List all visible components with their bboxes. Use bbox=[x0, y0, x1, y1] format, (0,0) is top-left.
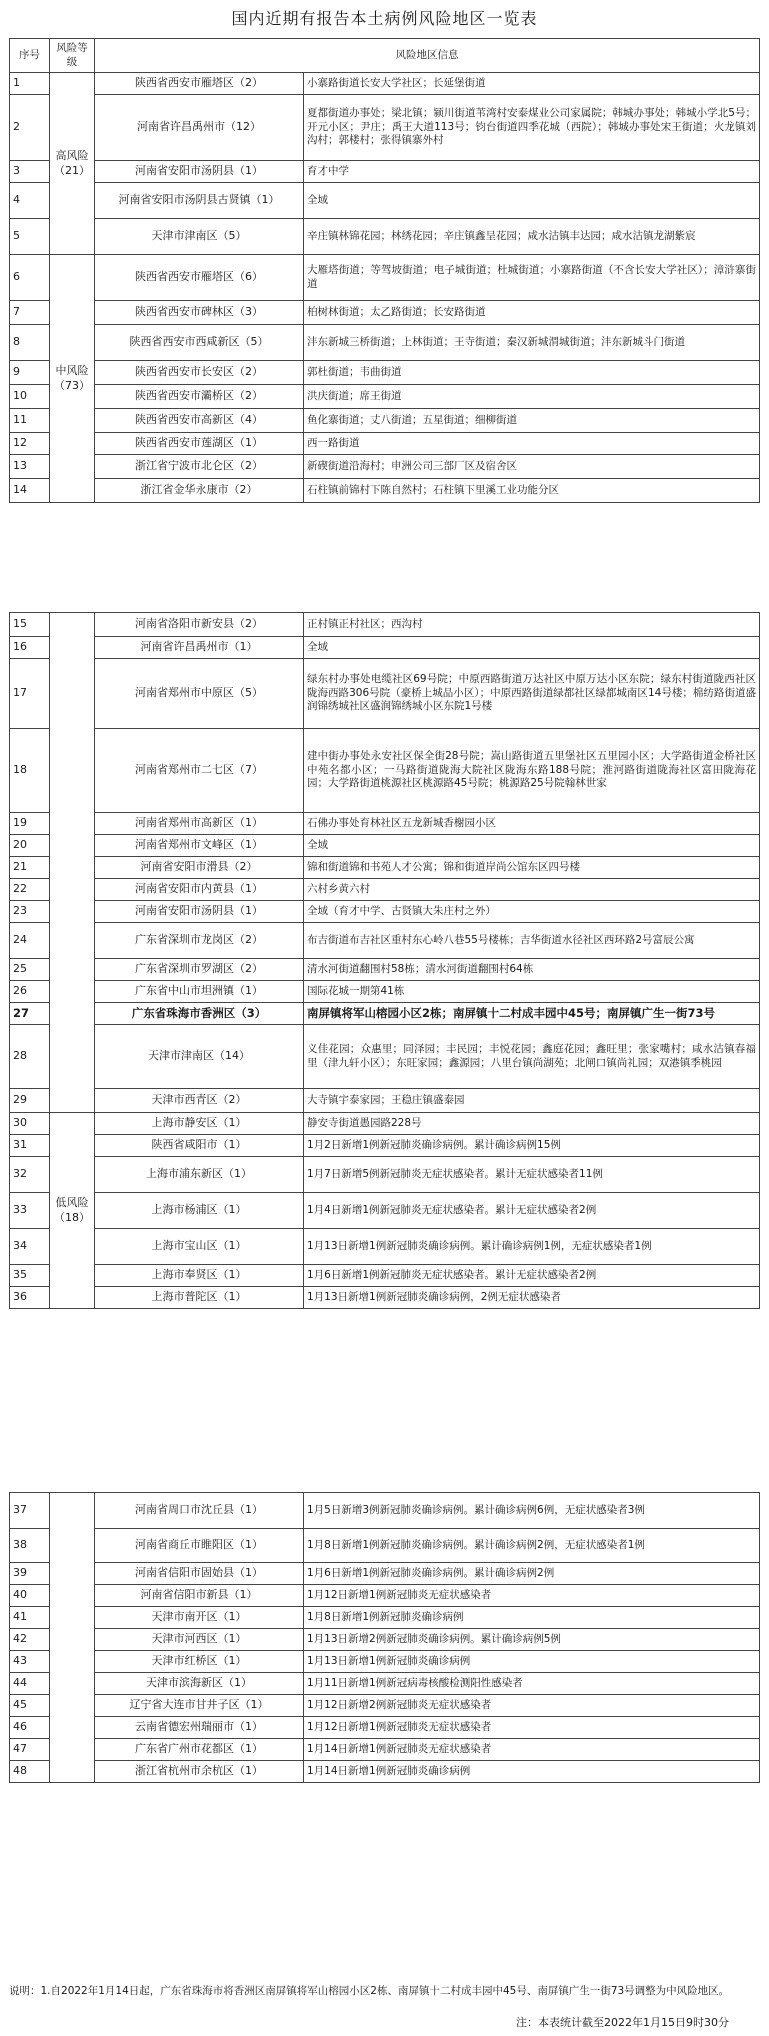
row-seq: 26 bbox=[10, 981, 50, 1003]
row-risk-info: 绿东村办事处电缆社区69号院；中原西路街道万达社区中原万达小区东院；绿东村街道陇西社区陇海西路306号院（豪桥上城品小区）；中原西路街道绿都社区绿都城南区14号楼；棉纺路街道盛润锦绣城社区盛润锦绣城小区东院1号楼 bbox=[304, 659, 760, 729]
table-row bbox=[10, 959, 760, 981]
row-risk-info: 建中街办事处永安社区保全街28号院；嵩山路街道五里堡社区五里园小区；大学路街道金桥社区中苑名都小区；一马路街道陇海大院社区陇海东路188号院；淮河路街道陇海社区富田陇海花园；大学路街道桃源社区桃源路45号院；桃源路25号院翰林世家 bbox=[304, 729, 760, 813]
table-row bbox=[10, 1113, 760, 1135]
row-region: 上海市奉贤区（1） bbox=[95, 1265, 304, 1287]
table-row bbox=[10, 813, 760, 835]
row-region: 广东省深圳市龙岗区（2） bbox=[95, 923, 304, 959]
table-row bbox=[10, 901, 760, 923]
row-region: 陕西省西安市莲湖区（1） bbox=[95, 433, 304, 455]
table-row bbox=[10, 95, 760, 161]
row-region: 天津市河西区（1） bbox=[95, 1629, 304, 1651]
row-risk-info: 南屏镇将军山榕园小区2栋；南屏镇十二村成丰园中45号；南屏镇广生一街73号 bbox=[304, 1003, 760, 1025]
row-region: 河南省安阳市汤阴县古贤镇（1） bbox=[95, 183, 304, 219]
row-region: 天津市南开区（1） bbox=[95, 1607, 304, 1629]
row-region: 广东省深圳市罗湖区（2） bbox=[95, 959, 304, 981]
table-row bbox=[10, 1761, 760, 1783]
row-risk-info: 1月8日新增1例新冠肺炎确诊病例 bbox=[304, 1607, 760, 1629]
table-row bbox=[10, 183, 760, 219]
row-region: 河南省郑州市高新区（1） bbox=[95, 813, 304, 835]
row-region: 河南省周口市沈丘县（1） bbox=[95, 1493, 304, 1529]
row-risk-info: 正村镇正村社区；西沟村 bbox=[304, 613, 760, 637]
row-seq: 13 bbox=[10, 455, 50, 479]
row-seq: 16 bbox=[10, 637, 50, 659]
table-row bbox=[10, 659, 760, 729]
row-risk-info: 国际花城一期第41栋 bbox=[304, 981, 760, 1003]
table-row bbox=[10, 301, 760, 325]
row-risk-info: 1月6日新增1例新冠肺炎确诊病例。累计确诊病例2例 bbox=[304, 1563, 760, 1585]
table-row bbox=[10, 835, 760, 857]
row-seq: 46 bbox=[10, 1717, 50, 1739]
row-region: 河南省安阳市滑县（2） bbox=[95, 857, 304, 879]
risk-table-part-3 bbox=[9, 1492, 760, 1783]
row-region: 河南省郑州市文峰区（1） bbox=[95, 835, 304, 857]
row-region: 陕西省西安市雁塔区（2） bbox=[95, 73, 304, 95]
row-risk-info: 静安寺街道愚园路228号 bbox=[304, 1113, 760, 1135]
row-seq: 40 bbox=[10, 1585, 50, 1607]
row-seq: 28 bbox=[10, 1025, 50, 1089]
table-row bbox=[10, 455, 760, 479]
row-seq: 21 bbox=[10, 857, 50, 879]
table-row bbox=[10, 409, 760, 433]
row-risk-info: 1月5日新增3例新冠肺炎确诊病例。累计确诊病例6例，无症状感染者3例 bbox=[304, 1493, 760, 1529]
row-seq: 29 bbox=[10, 1089, 50, 1113]
row-risk-info: 1月7日新增5例新冠肺炎无症状感染者。累计无症状感染者11例 bbox=[304, 1157, 760, 1193]
row-risk-info: 六村乡黄六村 bbox=[304, 879, 760, 901]
row-risk-info: 1月12日新增2例新冠肺炎无症状感染者 bbox=[304, 1695, 760, 1717]
row-region: 河南省信阳市新县（1） bbox=[95, 1585, 304, 1607]
row-seq: 45 bbox=[10, 1695, 50, 1717]
table-row bbox=[10, 1673, 760, 1695]
risk-level-cell: 中风险（73） bbox=[50, 255, 95, 503]
row-region: 河南省郑州市中原区（5） bbox=[95, 659, 304, 729]
table-row bbox=[10, 1651, 760, 1673]
header-region-info: 风险地区信息 bbox=[95, 39, 760, 73]
row-risk-info: 全域 bbox=[304, 183, 760, 219]
stat-note: 注：本表统计截至2022年1月15日9时30分 bbox=[516, 2016, 729, 2029]
row-region: 河南省安阳市内黄县（1） bbox=[95, 879, 304, 901]
row-seq: 24 bbox=[10, 923, 50, 959]
row-seq: 47 bbox=[10, 1739, 50, 1761]
row-seq: 7 bbox=[10, 301, 50, 325]
row-region: 浙江省宁波市北仑区（2） bbox=[95, 455, 304, 479]
row-risk-info: 夏都街道办事处；梁北镇；颍川街道苇湾村安泰煤业公司家属院；韩城办事处；韩城小学北5号；开元小区；尹庄；禹王大道113号；钧台街道四季花城（西院）；韩城办事处宋王街道；火龙镇刘沟村；郭楼村；张得镇寨外村 bbox=[304, 95, 760, 161]
table-row bbox=[10, 637, 760, 659]
row-region: 上海市静安区（1） bbox=[95, 1113, 304, 1135]
row-region: 上海市杨浦区（1） bbox=[95, 1193, 304, 1229]
table-row bbox=[10, 1695, 760, 1717]
table-row bbox=[10, 1229, 760, 1265]
row-seq: 12 bbox=[10, 433, 50, 455]
row-seq: 35 bbox=[10, 1265, 50, 1287]
table-row bbox=[10, 1529, 760, 1563]
row-seq: 9 bbox=[10, 361, 50, 385]
table-row bbox=[10, 1739, 760, 1761]
row-risk-info: 石柱镇前锦村下陈自然村；石柱镇下里溪工业功能分区 bbox=[304, 479, 760, 503]
table-row bbox=[10, 1629, 760, 1651]
row-risk-info: 清水河街道翻围村58栋；清水河街道翻围村64栋 bbox=[304, 959, 760, 981]
row-region: 云南省德宏州瑞丽市（1） bbox=[95, 1717, 304, 1739]
row-region: 浙江省杭州市余杭区（1） bbox=[95, 1761, 304, 1783]
row-risk-info: 锦和街道锦和书苑人才公寓；锦和街道岸尚公馆东区四号楼 bbox=[304, 857, 760, 879]
row-seq: 18 bbox=[10, 729, 50, 813]
row-seq: 36 bbox=[10, 1287, 50, 1309]
row-region: 河南省安阳市汤阴县（1） bbox=[95, 901, 304, 923]
row-seq: 30 bbox=[10, 1113, 50, 1135]
row-risk-info: 柏树林街道；太乙路街道；长安路街道 bbox=[304, 301, 760, 325]
row-seq: 15 bbox=[10, 613, 50, 637]
row-region: 陕西省咸阳市（1） bbox=[95, 1135, 304, 1157]
row-risk-info: 1月13日新增1例新冠肺炎确诊病例，2例无症状感染者 bbox=[304, 1287, 760, 1309]
note-text: 说明：1.自2022年1月14日起，广东省珠海市将香洲区南屏镇将军山榕园小区2栋、南屏镇十二村成丰园中45号、南屏镇广生一街73号调整为中风险地区。 bbox=[9, 1985, 730, 1997]
table-row bbox=[10, 923, 760, 959]
row-seq: 11 bbox=[10, 409, 50, 433]
row-seq: 1 bbox=[10, 73, 50, 95]
row-risk-info: 1月11日新增1例新冠病毒核酸检测阳性感染者 bbox=[304, 1673, 760, 1695]
row-risk-info: 洪庆街道；席王街道 bbox=[304, 385, 760, 409]
row-seq: 44 bbox=[10, 1673, 50, 1695]
row-region: 河南省信阳市固始县（1） bbox=[95, 1563, 304, 1585]
header-level: 风险等级 bbox=[50, 39, 95, 73]
row-seq: 32 bbox=[10, 1157, 50, 1193]
row-seq: 8 bbox=[10, 325, 50, 361]
row-region: 河南省洛阳市新安县（2） bbox=[95, 613, 304, 637]
risk-level-cell: 低风险（18） bbox=[50, 1113, 95, 1309]
row-risk-info: 1月4日新增1例新冠肺炎无症状感染者。累计无症状感染者2例 bbox=[304, 1193, 760, 1229]
row-risk-info: 石佛办事处育林社区五龙新城香榭园小区 bbox=[304, 813, 760, 835]
table-row bbox=[10, 1025, 760, 1089]
row-risk-info: 1月13日新增1例新冠肺炎确诊病例。累计确诊病例1例，无症状感染者1例 bbox=[304, 1229, 760, 1265]
row-seq: 2 bbox=[10, 95, 50, 161]
row-seq: 38 bbox=[10, 1529, 50, 1563]
row-region: 上海市普陀区（1） bbox=[95, 1287, 304, 1309]
table-row bbox=[10, 1135, 760, 1157]
row-region: 广东省中山市坦洲镇（1） bbox=[95, 981, 304, 1003]
table-header-row bbox=[10, 39, 760, 73]
row-risk-info: 布吉街道布吉社区重村东心岭八巷55号楼栋；吉华街道水径社区西环路2号富辰公寓 bbox=[304, 923, 760, 959]
row-seq: 10 bbox=[10, 385, 50, 409]
row-region: 上海市浦东新区（1） bbox=[95, 1157, 304, 1193]
row-risk-info: 西一路街道 bbox=[304, 433, 760, 455]
row-risk-info: 1月12日新增1例新冠肺炎无症状感染者 bbox=[304, 1717, 760, 1739]
table-row bbox=[10, 161, 760, 183]
table-row bbox=[10, 479, 760, 503]
row-region: 陕西省西安市长安区（2） bbox=[95, 361, 304, 385]
row-seq: 43 bbox=[10, 1651, 50, 1673]
risk-level-cell: 高风险（21） bbox=[50, 73, 95, 255]
table-row bbox=[10, 1717, 760, 1739]
table-row bbox=[10, 981, 760, 1003]
row-seq: 4 bbox=[10, 183, 50, 219]
row-seq: 5 bbox=[10, 219, 50, 255]
row-region: 陕西省西安市高新区（4） bbox=[95, 409, 304, 433]
row-seq: 22 bbox=[10, 879, 50, 901]
row-region: 河南省郑州市二七区（7） bbox=[95, 729, 304, 813]
row-risk-info: 小寨路街道长安大学社区；长延堡街道 bbox=[304, 73, 760, 95]
row-risk-info: 大寺镇宇泰家园；王稳庄镇盛泰园 bbox=[304, 1089, 760, 1113]
row-risk-info: 1月6日新增1例新冠肺炎无症状感染者。累计无症状感染者2例 bbox=[304, 1265, 760, 1287]
row-region: 天津市津南区（14） bbox=[95, 1025, 304, 1089]
row-risk-info: 沣东新城三桥街道；上林街道；王寺街道；秦汉新城渭城街道；沣东新城斗门街道 bbox=[304, 325, 760, 361]
row-risk-info: 全域 bbox=[304, 637, 760, 659]
table-row bbox=[10, 325, 760, 361]
row-risk-info: 1月8日新增1例新冠肺炎确诊病例。累计确诊病例2例，无症状感染者1例 bbox=[304, 1529, 760, 1563]
row-region: 陕西省西安市雁塔区（6） bbox=[95, 255, 304, 301]
row-risk-info: 大雁塔街道；等驾坡街道；电子城街道；杜城街道；小寨路街道（不含长安大学社区）；漳浒寨街道 bbox=[304, 255, 760, 301]
row-risk-info: 1月2日新增1例新冠肺炎确诊病例。累计确诊病例15例 bbox=[304, 1135, 760, 1157]
row-risk-info: 全域 bbox=[304, 835, 760, 857]
row-seq: 42 bbox=[10, 1629, 50, 1651]
row-seq: 39 bbox=[10, 1563, 50, 1585]
row-seq: 31 bbox=[10, 1135, 50, 1157]
row-seq: 3 bbox=[10, 161, 50, 183]
risk-level-cell bbox=[50, 613, 95, 1113]
row-risk-info: 鱼化寨街道；丈八街道；五星街道；细柳街道 bbox=[304, 409, 760, 433]
row-seq: 19 bbox=[10, 813, 50, 835]
table-row bbox=[10, 219, 760, 255]
table-row bbox=[10, 1003, 760, 1025]
row-seq: 27 bbox=[10, 1003, 50, 1025]
row-region: 陕西省西安市西咸新区（5） bbox=[95, 325, 304, 361]
table-row bbox=[10, 385, 760, 409]
row-seq: 33 bbox=[10, 1193, 50, 1229]
row-region: 陕西省西安市碑林区（3） bbox=[95, 301, 304, 325]
table-row bbox=[10, 1193, 760, 1229]
table-row bbox=[10, 1493, 760, 1529]
row-seq: 20 bbox=[10, 835, 50, 857]
row-seq: 41 bbox=[10, 1607, 50, 1629]
risk-table-part-2 bbox=[9, 612, 760, 1309]
row-region: 辽宁省大连市甘井子区（1） bbox=[95, 1695, 304, 1717]
table-row bbox=[10, 361, 760, 385]
row-region: 河南省安阳市汤阴县（1） bbox=[95, 161, 304, 183]
table-row bbox=[10, 1157, 760, 1193]
row-risk-info: 1月14日新增1例新冠肺炎无症状感染者 bbox=[304, 1739, 760, 1761]
row-risk-info: 1月13日新增2例新冠肺炎确诊病例。累计确诊病例5例 bbox=[304, 1629, 760, 1651]
row-region: 河南省许昌禹州市（1） bbox=[95, 637, 304, 659]
table-row bbox=[10, 857, 760, 879]
row-seq: 25 bbox=[10, 959, 50, 981]
table-row bbox=[10, 73, 760, 95]
row-risk-info: 1月14日新增1例新冠肺炎确诊病例 bbox=[304, 1761, 760, 1783]
row-risk-info: 全域（育才中学、古贤镇大朱庄村之外） bbox=[304, 901, 760, 923]
row-risk-info: 新碶街道沿海村；申洲公司三部厂区及宿舍区 bbox=[304, 455, 760, 479]
table-row bbox=[10, 1089, 760, 1113]
row-region: 广东省珠海市香洲区（3） bbox=[95, 1003, 304, 1025]
row-risk-info: 辛庄镇林锦花园；林绣花园；辛庄镇鑫呈花园；咸水沽镇丰达园；咸水沽镇龙湖紫宸 bbox=[304, 219, 760, 255]
row-seq: 48 bbox=[10, 1761, 50, 1783]
row-seq: 6 bbox=[10, 255, 50, 301]
row-seq: 23 bbox=[10, 901, 50, 923]
header-seq: 序号 bbox=[10, 39, 50, 73]
risk-table-part-1 bbox=[9, 38, 760, 503]
row-region: 河南省许昌禹州市（12） bbox=[95, 95, 304, 161]
row-risk-info: 1月12日新增1例新冠肺炎无症状感染者 bbox=[304, 1585, 760, 1607]
row-seq: 37 bbox=[10, 1493, 50, 1529]
row-seq: 34 bbox=[10, 1229, 50, 1265]
row-region: 河南省商丘市睢阳区（1） bbox=[95, 1529, 304, 1563]
row-region: 天津市滨海新区（1） bbox=[95, 1673, 304, 1695]
table-row bbox=[10, 433, 760, 455]
table-row bbox=[10, 1265, 760, 1287]
row-region: 天津市津南区（5） bbox=[95, 219, 304, 255]
table-row bbox=[10, 1607, 760, 1629]
row-region: 天津市红桥区（1） bbox=[95, 1651, 304, 1673]
table-row bbox=[10, 879, 760, 901]
row-risk-info: 育才中学 bbox=[304, 161, 760, 183]
row-risk-info: 义佳花园；众惠里；同泽园；丰民园；丰悦花园；鑫庭花园；鑫旺里；张家嘴村；咸水沽镇春福里（津九轩小区）；东旺家园；鑫源园；八里台镇尚湖苑；北闸口镇尚礼园；双港镇季桃园 bbox=[304, 1025, 760, 1089]
row-region: 陕西省西安市灞桥区（2） bbox=[95, 385, 304, 409]
table-row bbox=[10, 1585, 760, 1607]
risk-level-cell bbox=[50, 1493, 95, 1783]
row-risk-info: 1月13日新增1例新冠肺炎确诊病例 bbox=[304, 1651, 760, 1673]
row-risk-info: 郭杜街道；韦曲街道 bbox=[304, 361, 760, 385]
table-row bbox=[10, 255, 760, 301]
table-row bbox=[10, 729, 760, 813]
row-region: 上海市宝山区（1） bbox=[95, 1229, 304, 1265]
table-row bbox=[10, 613, 760, 637]
row-region: 天津市西青区（2） bbox=[95, 1089, 304, 1113]
row-region: 浙江省金华永康市（2） bbox=[95, 479, 304, 503]
row-seq: 17 bbox=[10, 659, 50, 729]
row-region: 广东省广州市花都区（1） bbox=[95, 1739, 304, 1761]
row-seq: 14 bbox=[10, 479, 50, 503]
table-row bbox=[10, 1287, 760, 1309]
table-row bbox=[10, 1563, 760, 1585]
page-title: 国内近期有报告本土病例风险地区一览表 bbox=[231, 9, 538, 28]
